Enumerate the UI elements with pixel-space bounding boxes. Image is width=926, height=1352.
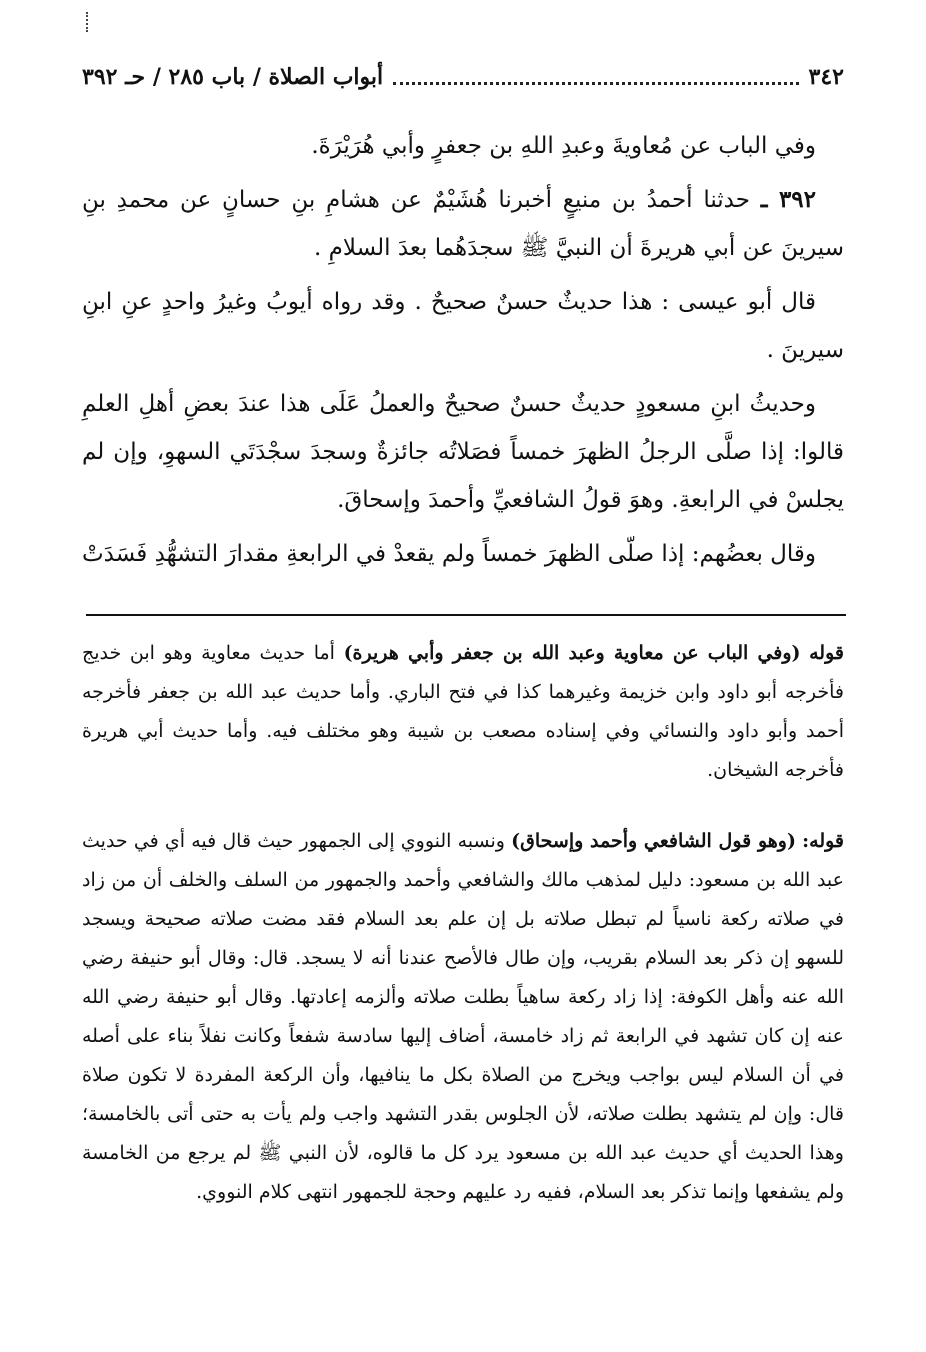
page-number: ٣٤٢ xyxy=(808,64,844,90)
footnote-divider xyxy=(86,614,846,616)
hadith-text: حدثنا أحمدُ بن منيعٍ أخبرنا هُشَيْمٌ عن هشامِ بنِ حسانٍ عن محمدِ بنِ سيرينَ عن أبي هريرةَ أن النبيَّ ﷺ سجدَهُما بعدَ السلامِ . xyxy=(82,187,844,261)
commentary-lemma: (وفي الباب عن معاوية وعبد الله بن جعفر وأبي هريرة) xyxy=(343,642,801,664)
page-header xyxy=(82,60,844,94)
commentary-text: أما حديث معاوية وهو ابن خديج فأخرجه أبو داود وابن خزيمة وغيرهما كذا في فتح الباري. وأما حديث عبد الله بن جعفر فأخرجه أحمد وأبو داود والنسائي وفي إسناده مصعب بن شيبة وهو مختلف فيه. وأما حديث أبي هريرة فأخرجه الشيخان. xyxy=(82,642,844,781)
commentary-text: ونسبه النووي إلى الجمهور حيث قال فيه أي في حديث عبد الله بن مسعود: دليل لمذهب مالك والشافعي وأحمد والجمهور من السلف والخلف أن من زاد في صلاته ركعة ناسياً لم تبطل صلاته بل إن علم بعد السلام فقد مضت صلاته صحيحة ويسجد للسهو إن ذكر بعد السلام بقريب، وإن طال فالأصح عندنا أنه لا يسجد. قال: وقال أبو حنيفة رضي الله عنه وأهل الكوفة: إذا زاد ركعة ساهياً بطلت صلاته وألزمه إعادتها. وقال أبو حنيفة رضي الله عنه إن كان تشهد في الرابعة ثم زاد خامسة، أضاف إليها سادسة شفعاً وكانت نفلاً بناء على أصله في أن السلام ليس بواجب ويخرج من الصلاة بكل ما ينافيها، وأن الركعة المفردة لا تكون صلاة قال: وإن لم يتشهد بطلت صلاته، لأن الجلوس بقدر التشهد واجب ولم يأت به حتى أتى بالخامسة؛ وهذا الحديث أي حديث عبد الله بن مسعود يرد كل ما قالوه، لأن النبي ﷺ لم يرجع من الخامسة ولم يشفعها وإنما تذكر بعد السلام، ففيه رد عليهم وحجة للجمهور انتهى كلام النووي. xyxy=(82,830,844,1203)
main-paragraph-2 xyxy=(82,176,844,272)
main-text xyxy=(82,122,844,584)
running-title: أبواب الصلاة / باب ٢٨٥ / حـ ٣٩٢ xyxy=(82,64,384,90)
page-tick-mark xyxy=(86,12,90,32)
commentary-paragraph-2 xyxy=(82,822,844,1212)
header-dotted-leader xyxy=(393,82,798,85)
hadith-number: ٣٩٢ ـ xyxy=(760,186,817,213)
commentary-paragraph-1 xyxy=(82,634,844,790)
commentary-lemma: (وهو قول الشافعي وأحمد وإسحاق) xyxy=(511,830,796,852)
commentary-lemma-intro: قوله: xyxy=(802,830,845,852)
main-paragraph-3: قال أبو عيسى : هذا حديثٌ حسنٌ صحيحٌ . وقد رواه أيوبُ وغيرُ واحدٍ عنِ ابنِ سيرينَ . xyxy=(82,289,844,363)
commentary-lemma-intro: قوله xyxy=(809,642,844,664)
main-paragraph-4: وحديثُ ابنِ مسعودٍ حديثٌ حسنٌ صحيحٌ والعملُ عَلَى هذا عندَ بعضِ أهلِ العلمِ قالوا: إذا صلَّى الرجلُ الظهرَ خمساً فصَلاتُه جائزةٌ وسجدَ سجْدَتَي السهوِ، وإن لم يجلسْ في الرابعةِ. وهوَ قولُ الشافعيِّ وأحمدَ وإسحاقَ. xyxy=(82,391,844,513)
main-paragraph-5: وقال بعضُهم: إذا صلّى الظهرَ خمساً ولم يقعدْ في الرابعةِ مقدارَ التشهُّدِ فَسَدَتْ xyxy=(82,541,816,567)
main-paragraph-1: وفي الباب عن مُعاويةَ وعبدِ اللهِ بن جعفرٍ وأبي هُرَيْرَةَ. xyxy=(311,133,816,159)
commentary xyxy=(82,634,844,1212)
